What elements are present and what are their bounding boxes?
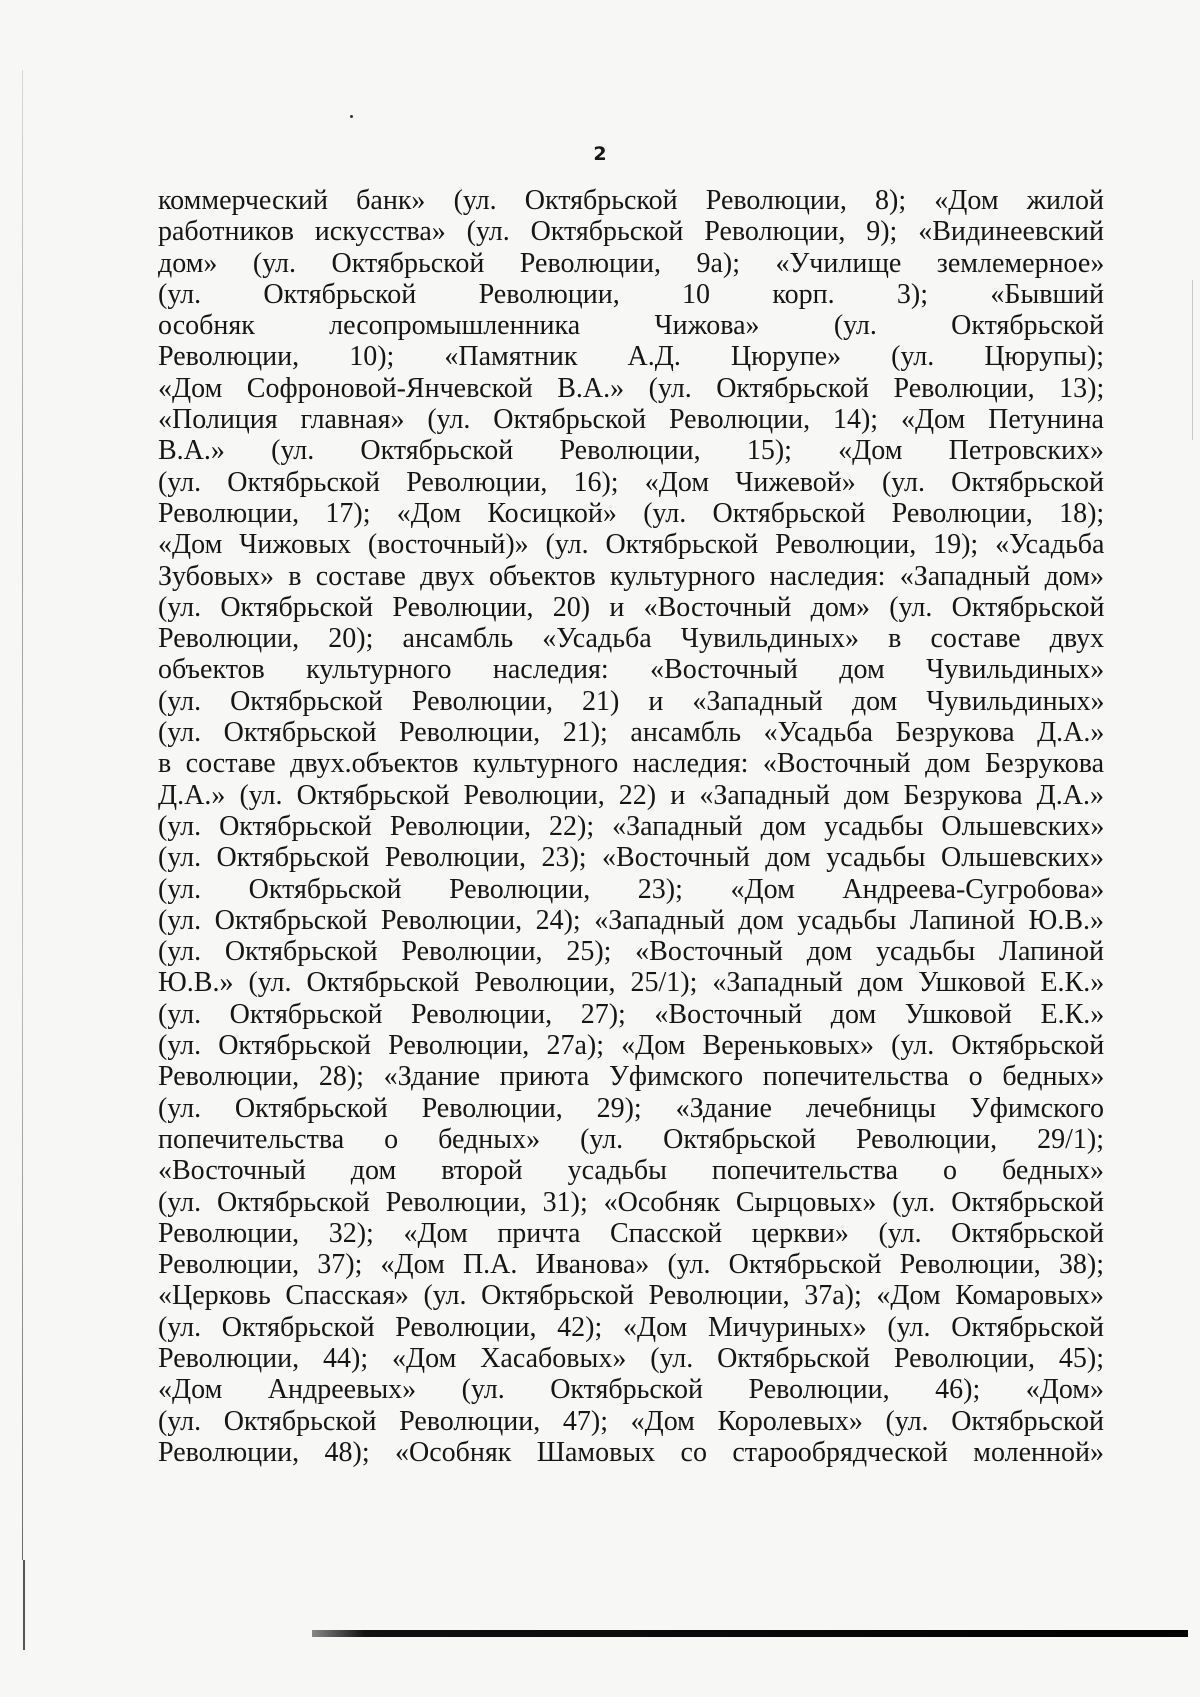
text-line: (ул. Октябрьской Революции, 42); «Дом Мичуриных» (ул. Октябрьской — [158, 1311, 1105, 1343]
scan-speck — [350, 115, 353, 118]
text-line: «Церковь Спасская» (ул. Октябрьской Революции, 37а); «Дом Комаровых» — [158, 1280, 1104, 1312]
text-line: (ул. Октябрьской Революции, 21) и «Западный дом Чувильдиных» — [158, 685, 1105, 717]
text-line: Революции, 44); «Дом Хасабовых» (ул. Октябрьской Революции, 45); — [158, 1342, 1104, 1374]
text-line: (ул. Октябрьской Революции, 23); «Восточный дом усадьбы Ольшевских» — [158, 842, 1104, 874]
text-line: (ул. Октябрьской Революции, 20) и «Восточный дом» (ул. Октябрьской — [158, 591, 1105, 623]
text-line: в составе двух.объектов культурного наследия: «Восточный дом Безрукова — [158, 748, 1104, 780]
text-line: (ул. Октябрьской Революции, 27); «Восточный дом Ушковой Е.К.» — [158, 998, 1105, 1030]
text-line: В.А.» (ул. Октябрьской Революции, 15); «Дом Петровских» — [158, 435, 1104, 467]
text-line: работников искусства» (ул. Октябрьской Революции, 9); «Видинеевский — [158, 216, 1104, 248]
text-line: особняк лесопромышленника Чижова» (ул. Октябрьской — [158, 310, 1104, 342]
page-number: 2 — [593, 143, 607, 165]
text-line: Революции, 32); «Дом причта Спасской церкви» (ул. Октябрьской — [158, 1217, 1104, 1249]
text-line: Зубовых» в составе двух объектов культурного наследия: «Западный дом» — [158, 560, 1104, 592]
text-line: «Дом Чижовых (восточный)» (ул. Октябрьской Революции, 19); «Усадьба — [158, 529, 1105, 561]
text-line: Ю.В.» (ул. Октябрьской Революции, 25/1); «Западный дом Ушковой Е.К.» — [158, 967, 1105, 999]
text-line: дом» (ул. Октябрьской Революции, 9а); «Училище землемерное» — [158, 247, 1105, 279]
text-line: коммерческий банк» (ул. Октябрьской Революции, 8); «Дом жилой — [158, 185, 1104, 216]
text-line: (ул. Октябрьской Революции, 23); «Дом Андреева-Сугробова» — [158, 873, 1105, 905]
text-line: «Дом Софроновой-Янчевской В.А.» (ул. Октябрьской Революции, 13); — [158, 372, 1105, 404]
text-line: (ул. Октябрьской Революции, 25); «Восточный дом усадьбы Лапиной — [158, 936, 1104, 968]
text-line: Революции, 48); «Особняк Шамовых со старообрядческой моленной» — [158, 1436, 1104, 1468]
text-line: попечительства о бедных» (ул. Октябрьской Революции, 29/1); — [158, 1123, 1104, 1155]
text-line: Д.А.» (ул. Октябрьской Революции, 22) и «Западный дом Безрукова Д.А.» — [158, 779, 1104, 811]
text-line: (ул. Октябрьской Революции, 47); «Дом Королевых» (ул. Октябрьской — [158, 1405, 1104, 1437]
text-line: (ул. Октябрьской Революции, 24); «Западный дом усадьбы Лапиной Ю.В.» — [158, 904, 1104, 936]
scan-edge-mark-right — [1192, 280, 1193, 440]
text-line: Революции, 37); «Дом П.А. Иванова» (ул. Октябрьской Революции, 38); — [158, 1249, 1104, 1281]
text-line: Революции, 17); «Дом Косицкой» (ул. Октябрьской Революции, 18); — [158, 497, 1105, 529]
text-line: (ул. Октябрьской Революции, 21); ансамбль «Усадьба Безрукова Д.А.» — [158, 717, 1105, 749]
text-line: объектов культурного наследия: «Восточный дом Чувильдиных» — [158, 654, 1105, 686]
text-line: (ул. Октябрьской Революции, 10 корп. 3); «Бывший — [158, 278, 1104, 310]
text-line: (ул. Октябрьской Революции, 22); «Западный дом усадьбы Ольшевских» — [158, 810, 1105, 842]
text-line: Революции, 10); «Памятник А.Д. Цюрупе» (ул. Цюрупы); — [158, 341, 1104, 373]
scan-edge-mark — [23, 1560, 25, 1650]
scan-bottom-bar — [312, 1630, 1188, 1637]
text-line: (ул. Октябрьской Революции, 31); «Особняк Сырцовых» (ул. Октябрьской — [158, 1186, 1104, 1218]
scan-edge-line — [22, 70, 23, 1560]
text-line: Революции, 20); ансамбль «Усадьба Чувильдиных» в составе двух — [158, 623, 1105, 655]
text-line: «Полиция главная» (ул. Октябрьской Революции, 14); «Дом Петунина — [158, 404, 1104, 436]
text-line: (ул. Октябрьской Революции, 27а); «Дом Вереньковых» (ул. Октябрьской — [158, 1030, 1105, 1062]
body-paragraph — [158, 185, 1104, 1468]
text-line: «Восточный дом второй усадьбы попечительства о бедных» — [158, 1155, 1104, 1187]
text-line: (ул. Октябрьской Революции, 29); «Здание лечебницы Уфимского — [158, 1092, 1104, 1124]
text-line: (ул. Октябрьской Революции, 16); «Дом Чижевой» (ул. Октябрьской — [158, 466, 1104, 498]
text-line: «Дом Андреевых» (ул. Октябрьской Революции, 46); «Дом» — [158, 1374, 1105, 1406]
text-line: Революции, 28); «Здание приюта Уфимского попечительства о бедных» — [158, 1061, 1105, 1093]
